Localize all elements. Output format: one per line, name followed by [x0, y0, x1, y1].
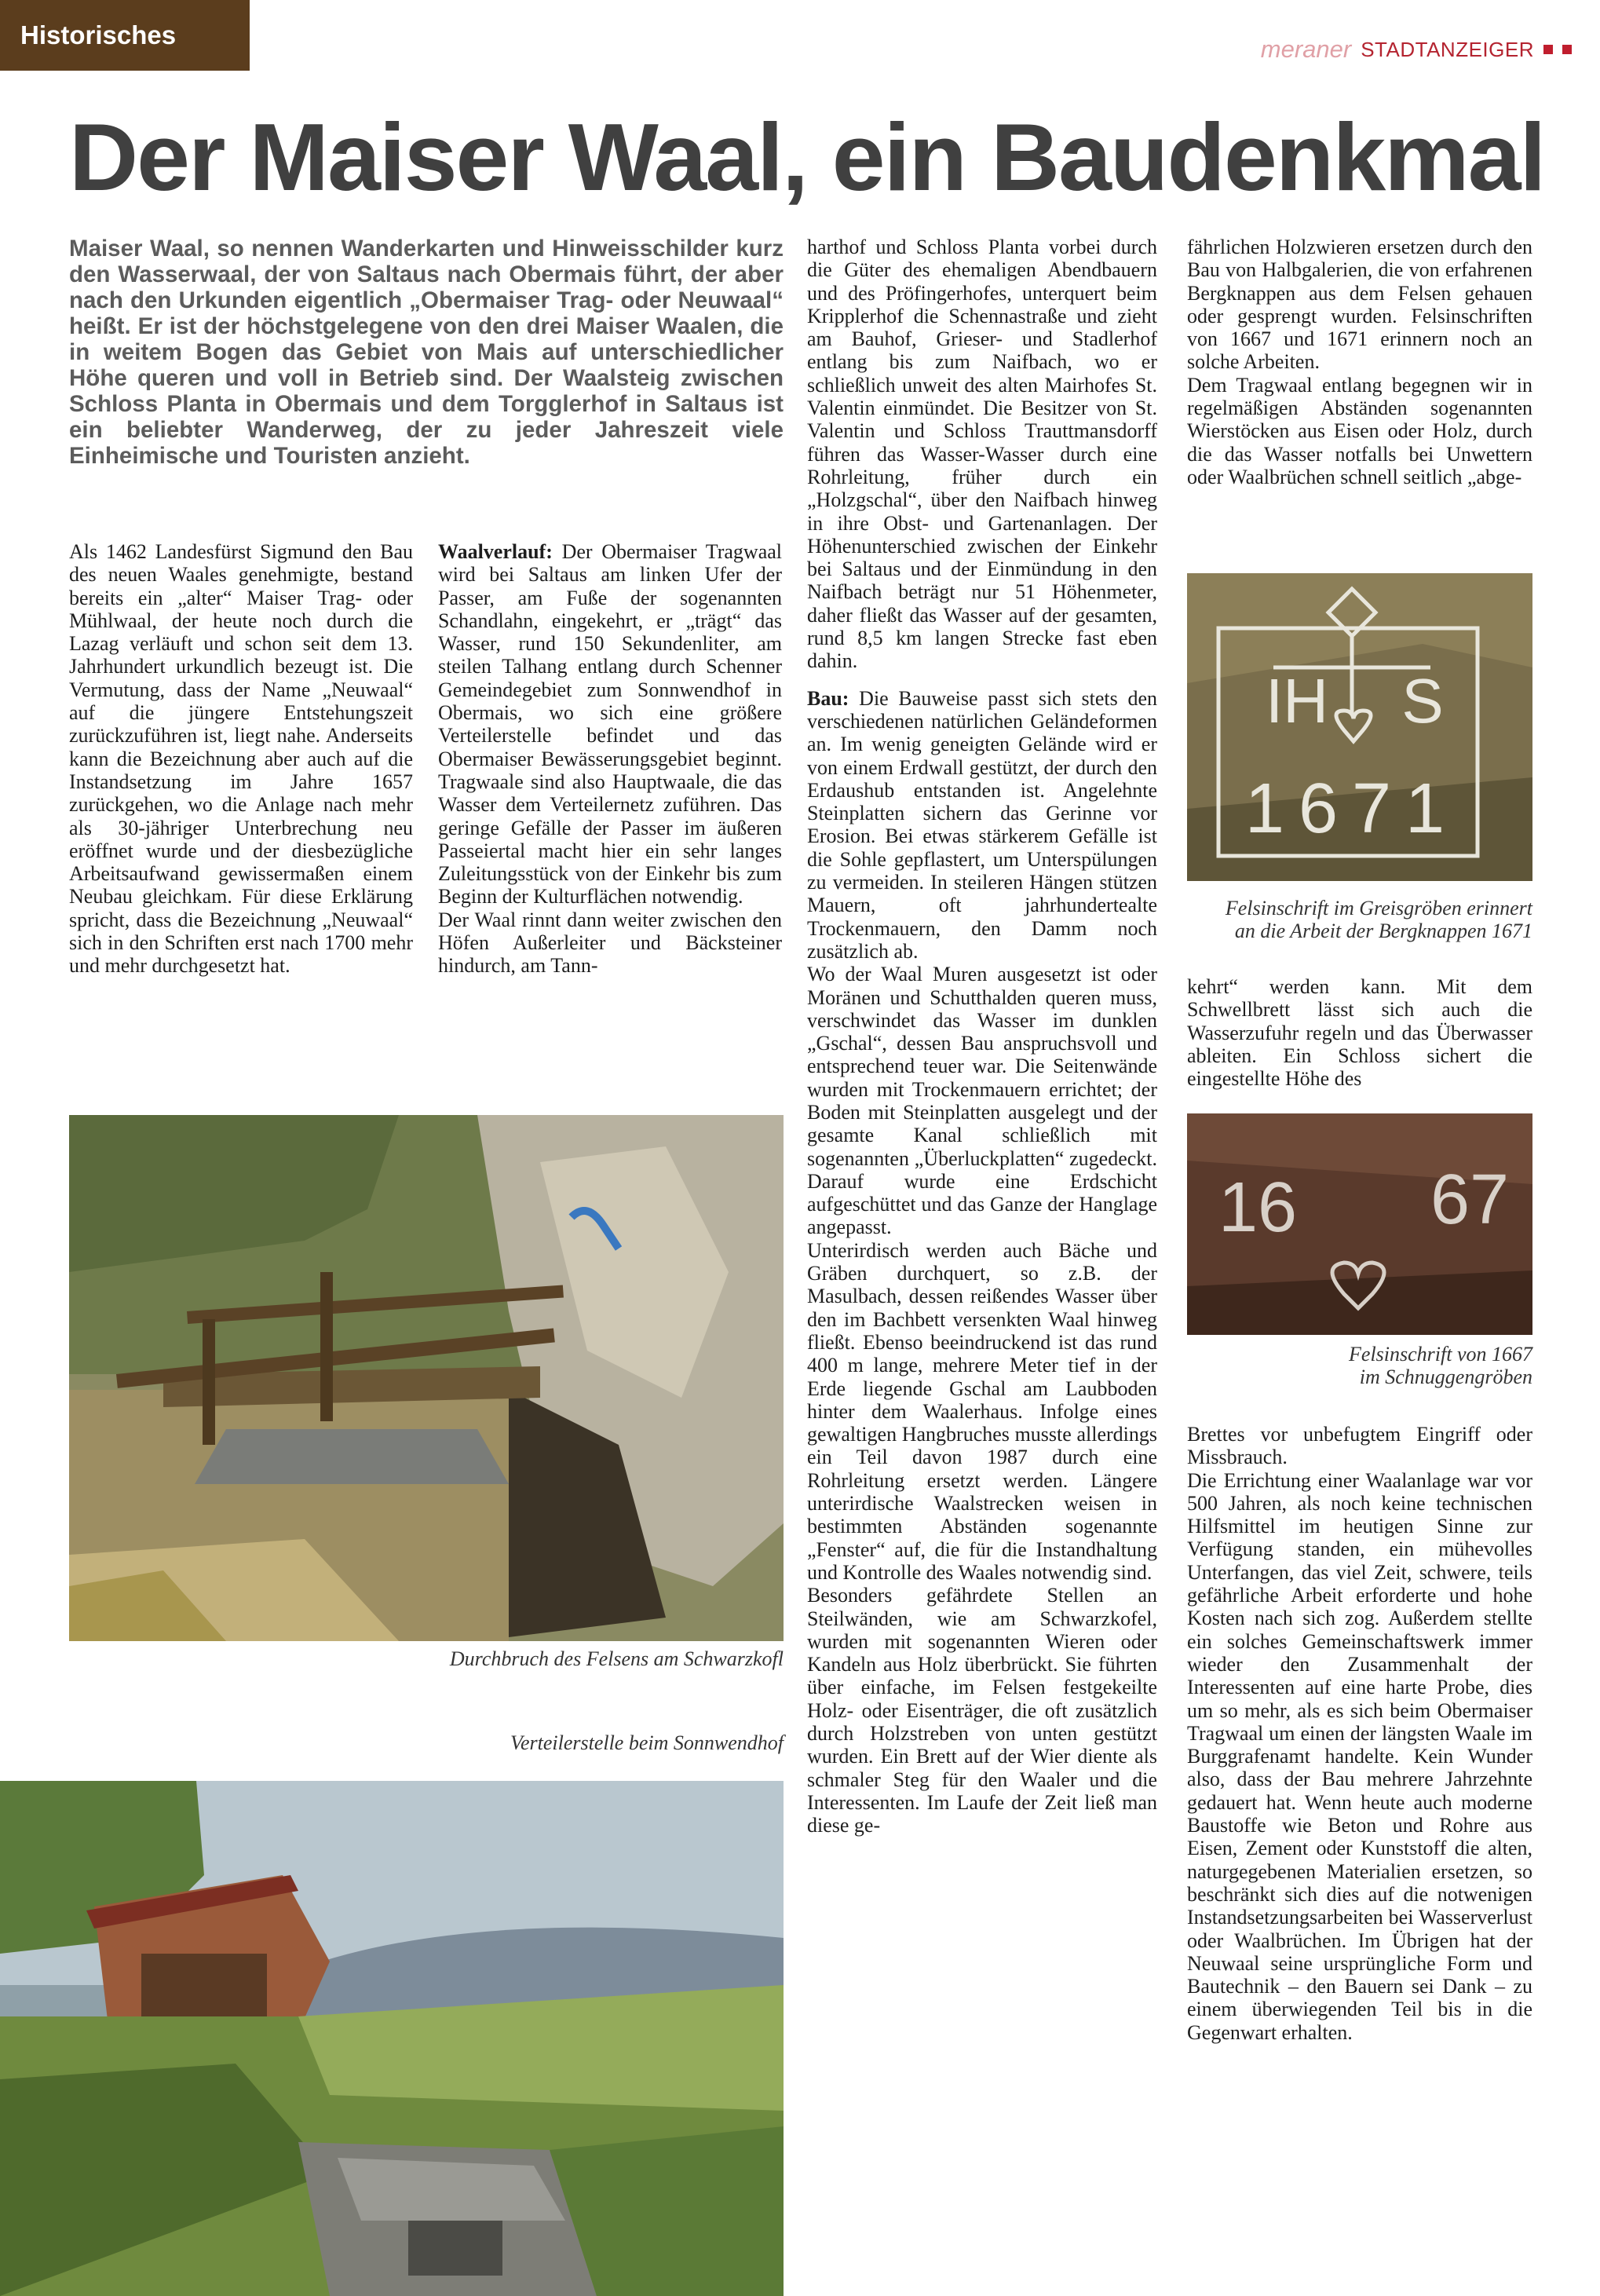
- photo-caption: Felsinschrift im Greisgröben erinnert an die Arbeit der Bergknappen 1671: [1225, 897, 1532, 942]
- masthead: [1261, 30, 1572, 69]
- column-4-top: [1187, 236, 1532, 488]
- paragraph: Der Waal rinnt dann weiter zwischen den Höfen Außerleiter und Bäcksteiner hindurch, am Tann-: [438, 908, 782, 978]
- column-1: [69, 540, 413, 978]
- paragraph: Waalverlauf: Der Obermaiser Tragwaal wird bei Saltaus am linken Ufer der Passer, am Fuße der sogenannten Schandlahn, eingekehrt, er „trägt“ das Wasser, rund 150 Sekundenliter, am steilen Talhang entlang durch Schenner Gemeindegebiet zum Sonnwendhof in Obermais, wo sich eine größere Verteilerstelle befindet und das Obermaiser Bewässerungsgebiet beginnt. Tragwaale sind also Hauptwaale, die das Wasser dem Verteilernetz zuführen. Das geringe Gefälle der Passer im äußeren Passeiertal macht hier ein sehr langes Zuleitungsstück von der Einkehr bis zum Beginn der Kulturflächen notwendig.: [438, 540, 782, 909]
- inscription-year: 67: [1430, 1161, 1510, 1239]
- photo-verteilerstelle: [0, 1781, 784, 2296]
- photo-caption: Durchbruch des Felsens am Schwarzkofl: [449, 1647, 784, 1670]
- inscription-letters: IH: [1266, 666, 1328, 736]
- paragraph: Die Errichtung einer Waalanlage war vor 500 Jahren, als noch keine technischen Hilfsmittel im heutigen Sinne zur Verfügung standen, ein mühevolles Unterfangen, das viel Zeit, schwere, teils gefährliche Arbeit erforderte und hohe Kosten nach sich zog. Außerdem stellte ein solches Gemeinschaftswerk immer wieder den Zusammenhalt der Interessenten auf eine harte Probe, dies um so mehr, als es sich beim Obermaiser Tragwaal um einen der längsten Waale im Burggrafenamt handelte. Kein Wunder also, dass der Bau mehrere Jahrzehnte gedauert hat. Wenn heute auch moderne Baustoffe wie Beton und Rohre aus Eisen, Zement oder Kunststoff die alten, naturgegebenen Materialien ersetzen, so beschränkt sich dies auf die notwenigen Instandsetzungsarbeiten bei Wasserverlust oder Waalbrüchen. Im Übrigen hat der Neuwaal seine ursprüngliche Form und Bautechnik – den Bauern sei Dank – zu einem überwiegenden Teil bis in die Gegenwart erhalten.: [1187, 1468, 1532, 2044]
- photo-inscription-1667: [1187, 1113, 1532, 1335]
- paragraph: Unterirdisch werden auch Bäche und Gräben durchquert, so z.B. der Masulbach, dessen reißendes Wasser über den im Bachbett versenkten Waal hinweg fließt. Ebenso beeindruckend ist das rund 400 m lange, mehrere Meter tief in der Erde liegende Gschal am Laubboden hinter dem Waalerhaus. Infolge eines gewaltigen Hangbruches musste allerdings ein Teil davon 1987 durch eine Rohrleitung ersetzt werden. Längere unterirdische Waalstrecken weisen in bestimmten Abständen sogenannte „Fenster“ auf, die für die Instandhaltung und Kontrolle des Waales notwendig sind.: [807, 1238, 1157, 1584]
- subheading: Waalverlauf:: [438, 540, 553, 563]
- lead-paragraph: Maiser Waal, so nennen Wanderkarten und Hinweisschilder kurz den Wasserwaal, der von Saltaus nach Obermais führt, der aber nach den Urkunden eigentlich „Obermaiser Trag- oder Neuwaal“ heißt. Er ist der höchstgelegene von den drei Maiser Waalen, die in weitem Bogen das Gebiet von Mais auf unterschiedlicher Höhe queren und voll in Betrieb sind. Der Waalsteig zwischen Schloss Planta in Obermais und dem Torgglerhof in Saltaus ist ein beliebter Wanderweg, der zu jeder Jahreszeit viele Einheimische und Touristen anzieht.: [69, 236, 784, 469]
- column-2: [438, 540, 782, 978]
- photo-caption: Verteilerstelle beim Sonnwendhof: [510, 1731, 784, 1754]
- page-title: Der Maiser Waal, ein Baudenkmal: [69, 104, 1545, 210]
- column-4-middle: [1187, 975, 1532, 1090]
- photo-inscription-1671: [1187, 573, 1532, 881]
- column-3: [807, 236, 1157, 1837]
- paragraph: fährlichen Holzwieren ersetzen durch den Bau von Halbgalerien, die von erfahrenen Bergknappen aus dem Felsen gehauen oder gesprengt wurden. Felsinschriften von 1667 und 1671 erinnern noch an solche Arbeiten.: [1187, 236, 1532, 374]
- inscription-year: 1671: [1244, 770, 1459, 848]
- subheading: Bau:: [807, 686, 849, 710]
- masthead-brand: meraner: [1260, 35, 1352, 63]
- paragraph: Brettes vor unbefugtem Eingriff oder Missbrauch.: [1187, 1423, 1532, 1469]
- paragraph: Dem Tragwaal entlang begegnen wir in regelmäßigen Abständen sogenannten Wierstöcken aus Eisen oder Holz, durch die das Wasser notfalls bei Unwettern oder Waalbrüchen schnell seitlich „abge-: [1187, 373, 1532, 488]
- photo-caption: Felsinschrift von 1667 im Schnuggengröben: [1349, 1343, 1532, 1388]
- paragraph: kehrt“ werden kann. Mit dem Schwellbrett lässt sich auch die Wasserzufuhr regeln und das Überwasser ableiten. Ein Schloss sichert die eingestellte Höhe des: [1187, 975, 1532, 1091]
- photo-felsen: [69, 1115, 784, 1641]
- paragraph: Bau: Die Bauweise passt sich stets den verschiedenen natürlichen Geländeformen an. Im wenig geneigten Gelände wird er von einem Erdwall gestützt, der durch den Erdaushub entstanden ist. Angelehnte Steinplatten sichern das Gerinne vor Erosion. Bei etwas stärkerem Gefälle ist die Sohle gepflastert, um Unterspülungen zu vermeiden. In steileren Hängen stützen Mauern, oft jahrhundertealte Trockenmauern, den Damm noch zusätzlich ab.: [807, 686, 1157, 963]
- paragraph: Wo der Waal Muren ausgesetzt ist oder Moränen und Schutthalden queren muss, verschwindet das Wasser im dunklen „Gschal“, dessen Bau anspruchsvoll und entsprechend teuer war. Die Seitenwände wurden mit Trockenmauern errichtet; der Boden mit Steinplatten ausgelegt und der gesamte Kanal schließlich mit sogenannten „Überluckplatten“ zugedeckt. Darauf wurde eine Erdschicht aufgeschüttet und das Ganze der Hanglage angepasst.: [807, 963, 1157, 1239]
- inscription-letters: S: [1401, 666, 1444, 736]
- column-4-bottom: [1187, 1423, 1532, 2044]
- masthead-square-icon: [1562, 45, 1572, 54]
- paragraph: Besonders gefährdete Stellen an Steilwänden, wie am Schwarzkofel, wurden mit sogenannten Wieren oder Kandeln aus Holz überbrückt. Sie führten über einfache, im Felsen festgekeilte Holz- oder Eisenträger, die oft zusätzlich durch Holzstreben von unten gestützt wurden. Ein Brett auf der Wier diente als schmaler Steg für den Waaler und die Interessenten. Im Laufe der Zeit ließ man diese ge-: [807, 1584, 1157, 1837]
- inscription-year: 16: [1218, 1168, 1298, 1247]
- masthead-square-icon: [1543, 45, 1553, 54]
- paragraph: harthof und Schloss Planta vorbei durch die Güter des ehemaligen Abendbauern und des Pröfingerhofes, unterquert beim Kripplerhof die Schennastraße und zieht am Bauhof, Grieser- und Stadlerhof entlang bis zum Naifbach, wo er schließlich unweit des alten Mairhofes St. Valentin einmündet. Die Besitzer von St. Valentin und Schloss Trauttmansdorff führen das Wasser-Wasser durch eine Rohrleitung, früher durch ein „Holzgschal“, über den Naifbach hinweg in ihre Obst- und Gartenanlagen. Der Höhenunterschied zwischen der Einkehr bei Saltaus und der Einmündung in den Naifbach beträgt nur 51 Höhenmeter, daher fließt das Wasser auf der gesamten, rund 8,5 km langen Strecke fast eben dahin.: [807, 236, 1157, 673]
- paragraph: Als 1462 Landesfürst Sigmund den Bau des neuen Waales genehmigte, bestand bereits ein „alter“ Maiser Trag- oder Mühlwaal, der heute noch durch die Lazag verläuft und schon seit dem 13. Jahrhundert urkundlich bezeugt ist. Die Vermutung, dass der Name „Neuwaal“ auf die jüngere Entstehungszeit zurückzuführen ist, liegt nahe. Anderseits kann die Bezeichnung aber auch auf die Instandsetzung im Jahre 1657 zurückgehen, wo die Anlage nach mehr als 30-jähriger Unterbrechung neu eröffnet wurde und der diesbezügliche Arbeitsaufwand gewissermaßen einem Neubau gleichkam. Für diese Erklärung spricht, dass die Bezeichnung „Neuwaal“ sich in den Schriften erst nach 1700 mehr und mehr durchgesetzt hat.: [69, 540, 413, 978]
- section-label: Historisches: [0, 0, 250, 71]
- masthead-name: STADTANZEIGER: [1361, 37, 1534, 61]
